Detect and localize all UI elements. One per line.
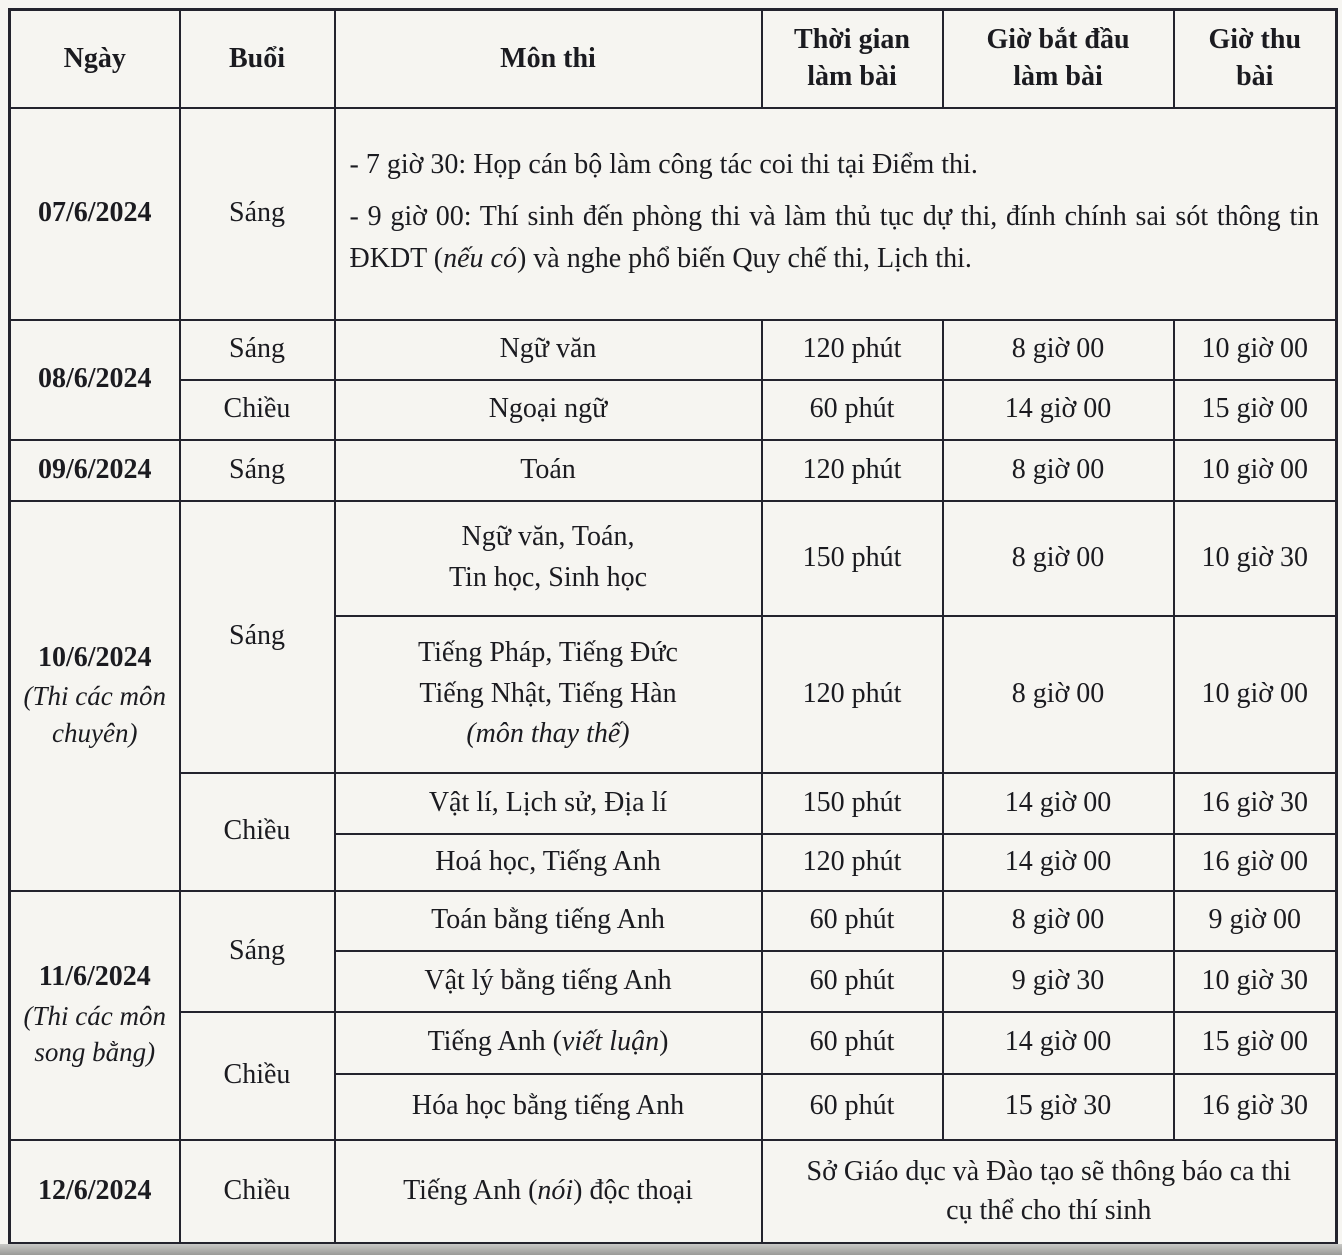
start-cell: 8 giờ 00 — [943, 891, 1174, 951]
start-cell: 8 giờ 00 — [943, 501, 1174, 616]
subject-line1: Tiếng Pháp, Tiếng Đức — [418, 637, 678, 669]
duration-cell: 150 phút — [762, 501, 943, 616]
collect-cell: 16 giờ 30 — [1174, 1074, 1337, 1140]
duration-cell: 60 phút — [762, 1012, 943, 1074]
duration-cell: 120 phút — [762, 320, 943, 380]
duration-cell: 120 phút — [762, 834, 943, 891]
procedure-line-1-text: - 7 giờ 30: Họp cán bộ làm công tác coi thi tại Điểm thi. — [349, 148, 978, 180]
session-cell-morning: Sáng — [180, 320, 335, 380]
session-cell-afternoon: Chiều — [180, 773, 335, 891]
header-start-line2: làm bài — [1013, 60, 1103, 92]
subject-line2: Tiếng Nhật, Tiếng Hàn — [419, 677, 677, 709]
row-songbang-1 — [10, 891, 1337, 951]
header-date: Ngày — [10, 10, 180, 108]
session-cell-morning: Sáng — [180, 108, 335, 320]
subject-post: ) độc thoại — [573, 1175, 693, 1207]
start-cell: 8 giờ 00 — [943, 320, 1174, 380]
subject-note: (môn thay thế) — [466, 718, 630, 750]
subject-line2: Tin học, Sinh học — [448, 562, 648, 593]
procedure-line-2-italic: nếu có — [443, 242, 517, 274]
session-cell-morning: Sáng — [180, 501, 335, 773]
header-duration — [762, 10, 943, 108]
session-cell-afternoon: Chiều — [180, 380, 335, 440]
duration-cell: 60 phút — [762, 951, 943, 1012]
row-nguvan — [10, 320, 1337, 380]
procedures-cell — [335, 108, 1337, 320]
header-start-line1: Giờ bắt đầu — [986, 24, 1130, 56]
date-text: 11/6/2024 — [38, 961, 151, 993]
header-start-time — [943, 10, 1174, 108]
subject-cell: Ngoại ngữ — [335, 380, 762, 440]
subject-cell: Toán — [335, 440, 762, 501]
date-note: (Thi các môn chuyên) — [23, 681, 166, 748]
date-cell-07-6: 07/6/2024 — [10, 108, 180, 320]
subject-cell: Toán bằng tiếng Anh — [335, 891, 762, 951]
subject-pre: Tiếng Anh ( — [427, 1026, 562, 1058]
date-cell-12-6: 12/6/2024 — [10, 1140, 180, 1244]
header-subject: Môn thi — [335, 10, 762, 108]
subject-cell — [335, 616, 762, 773]
date-cell-08-6: 08/6/2024 — [10, 320, 180, 440]
subject-italic: viết luận — [561, 1026, 660, 1058]
row-ngoaingu — [10, 380, 1337, 440]
date-note: (Thi các môn song bằng) — [23, 1000, 166, 1068]
duration-cell: 60 phút — [762, 380, 943, 440]
subject-cell — [335, 1140, 762, 1244]
subject-italic: nói — [537, 1175, 574, 1207]
row-2024-06-07 — [10, 108, 1337, 320]
session-cell-morning: Sáng — [180, 440, 335, 501]
subject-cell — [335, 1012, 762, 1074]
duration-cell: 60 phút — [762, 1074, 943, 1140]
row-chuyen-1 — [10, 501, 1337, 616]
duration-cell: 150 phút — [762, 773, 943, 834]
session-cell-afternoon: Chiều — [180, 1012, 335, 1140]
header-duration-line1: Thời gian — [794, 24, 910, 56]
row-2024-06-12 — [10, 1140, 1337, 1244]
start-cell: 14 giờ 00 — [943, 1012, 1174, 1074]
row-songbang-3 — [10, 1012, 1337, 1074]
subject-cell: Ngữ văn — [335, 320, 762, 380]
start-cell: 8 giờ 00 — [943, 616, 1174, 773]
table-header-row — [10, 10, 1337, 108]
row-chuyen-3 — [10, 773, 1337, 834]
start-cell: 14 giờ 00 — [943, 834, 1174, 891]
collect-cell: 16 giờ 00 — [1174, 834, 1337, 891]
date-cell-11-6 — [10, 891, 180, 1140]
collect-cell: 9 giờ 00 — [1174, 891, 1337, 951]
start-cell: 15 giờ 30 — [943, 1074, 1174, 1140]
subject-cell — [335, 501, 762, 616]
subject-cell: Hóa học bằng tiếng Anh — [335, 1074, 762, 1140]
scan-bottom-shadow — [0, 1244, 1342, 1255]
start-cell: 14 giờ 00 — [943, 773, 1174, 834]
header-duration-line2: làm bài — [807, 60, 897, 92]
collect-cell: 10 giờ 00 — [1174, 440, 1337, 501]
collect-cell: 10 giờ 30 — [1174, 951, 1337, 1012]
procedure-line-2 — [350, 196, 1320, 280]
collect-cell: 10 giờ 00 — [1174, 616, 1337, 773]
header-collect-line2: bài — [1236, 60, 1274, 92]
date-text: 10/6/2024 — [37, 641, 152, 673]
duration-cell: 120 phút — [762, 616, 943, 773]
start-cell: 8 giờ 00 — [943, 440, 1174, 501]
date-cell-10-6 — [10, 501, 180, 891]
collect-cell: 10 giờ 00 — [1174, 320, 1337, 380]
row-toan — [10, 440, 1337, 501]
session-cell-morning: Sáng — [180, 891, 335, 1012]
header-collect-line1: Giờ thu — [1208, 24, 1302, 56]
subject-cell: Vật lí, Lịch sử, Địa lí — [335, 773, 762, 834]
exam-schedule-table — [8, 8, 1338, 1245]
collect-cell: 15 giờ 00 — [1174, 1012, 1337, 1074]
collect-cell: 10 giờ 30 — [1174, 501, 1337, 616]
procedure-line-2-post: ) và nghe phổ biến Quy chế thi, Lịch thi. — [516, 242, 972, 274]
subject-post: ) — [659, 1026, 669, 1058]
start-cell: 9 giờ 30 — [943, 951, 1174, 1012]
subject-pre: Tiếng Anh ( — [403, 1175, 538, 1207]
notice-cell: Sở Giáo dục và Đào tạo sẽ thông báo ca thi cụ thể cho thí sinh — [762, 1140, 1337, 1244]
header-collect-time — [1174, 10, 1337, 108]
subject-line1: Ngữ văn, Toán, — [461, 521, 635, 553]
procedure-line-2-pre: - 9 giờ 00: Thí sinh đến phòng thi và làm thủ tục dự thi, đính chính sai sót thông tin ĐKDT ( — [349, 200, 1319, 274]
collect-cell: 16 giờ 30 — [1174, 773, 1337, 834]
date-cell-09-6: 09/6/2024 — [10, 440, 180, 501]
header-session: Buổi — [180, 10, 335, 108]
start-cell: 14 giờ 00 — [943, 380, 1174, 440]
collect-cell: 15 giờ 00 — [1174, 380, 1337, 440]
duration-cell: 60 phút — [762, 891, 943, 951]
subject-cell: Hoá học, Tiếng Anh — [335, 834, 762, 891]
subject-cell: Vật lý bằng tiếng Anh — [335, 951, 762, 1012]
session-cell-afternoon: Chiều — [180, 1140, 335, 1244]
procedure-line-1 — [350, 144, 1320, 186]
duration-cell: 120 phút — [762, 440, 943, 501]
